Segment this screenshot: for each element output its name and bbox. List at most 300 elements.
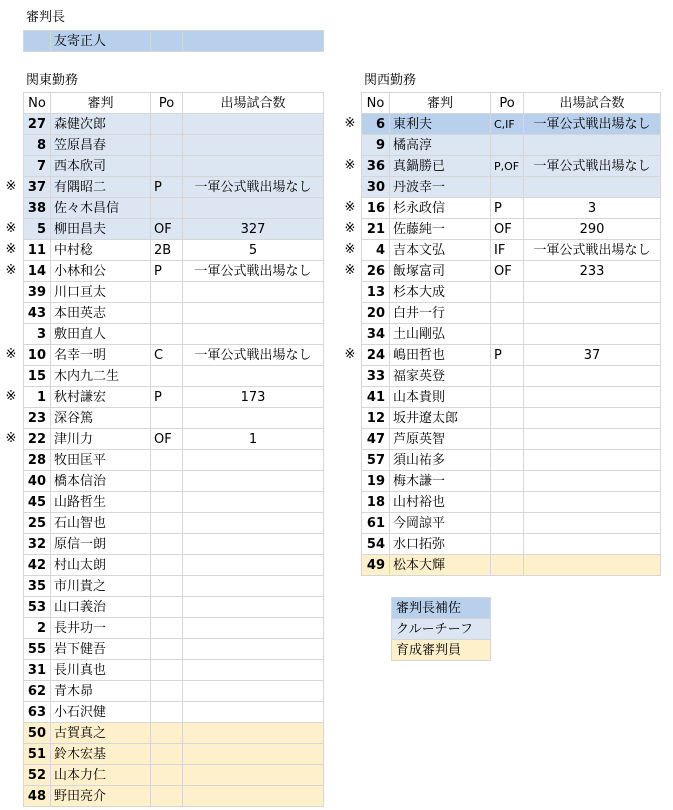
games-count: 5 bbox=[183, 240, 324, 261]
umpire-name: 山路哲生 bbox=[51, 492, 151, 513]
table-row bbox=[24, 639, 324, 660]
legend-label: クルーチーフ bbox=[392, 619, 491, 640]
umpire-number: 16 bbox=[362, 198, 390, 219]
umpire-position bbox=[151, 786, 183, 807]
table-row bbox=[362, 471, 661, 492]
umpire-position bbox=[151, 618, 183, 639]
remark-mark bbox=[342, 135, 358, 155]
table-row bbox=[362, 345, 661, 366]
remark-mark bbox=[3, 597, 19, 617]
games-count bbox=[183, 450, 324, 471]
chief-name: 友寄正人 bbox=[51, 31, 151, 52]
umpire-number: 12 bbox=[362, 408, 390, 429]
umpire-position bbox=[151, 702, 183, 723]
remark-mark bbox=[342, 555, 358, 575]
remark-mark bbox=[3, 744, 19, 764]
table-row bbox=[24, 261, 324, 282]
games-count bbox=[183, 660, 324, 681]
umpire-number: 1 bbox=[24, 387, 51, 408]
umpire-name: 岩下健吾 bbox=[51, 639, 151, 660]
umpire-number: 14 bbox=[24, 261, 51, 282]
legend-label: 審判長補佐 bbox=[392, 598, 491, 619]
table-row bbox=[362, 240, 661, 261]
table-row bbox=[24, 282, 324, 303]
remark-mark bbox=[3, 198, 19, 218]
table-row bbox=[24, 198, 324, 219]
umpire-name: 鈴木宏基 bbox=[51, 744, 151, 765]
games-count bbox=[183, 555, 324, 576]
umpire-position bbox=[491, 177, 524, 198]
chief-row bbox=[24, 31, 324, 52]
umpire-name: 原信一朗 bbox=[51, 534, 151, 555]
games-count bbox=[183, 639, 324, 660]
east-header-row bbox=[24, 93, 324, 114]
remark-mark bbox=[342, 324, 358, 344]
west-table bbox=[361, 92, 661, 576]
umpire-name: 芦原英智 bbox=[390, 429, 491, 450]
remark-mark bbox=[3, 303, 19, 323]
remark-mark: ※ bbox=[344, 263, 356, 278]
games-count bbox=[524, 303, 661, 324]
umpire-name: 須山祐多 bbox=[390, 450, 491, 471]
games-count bbox=[524, 450, 661, 471]
umpire-name: 丹波幸一 bbox=[390, 177, 491, 198]
remark-mark bbox=[3, 135, 19, 155]
umpire-position bbox=[151, 471, 183, 492]
umpire-name: 山本力仁 bbox=[51, 765, 151, 786]
remark-mark bbox=[3, 786, 19, 806]
remark-mark bbox=[3, 681, 19, 701]
games-count bbox=[183, 744, 324, 765]
remark-mark bbox=[3, 156, 19, 176]
table-row bbox=[362, 114, 661, 135]
umpire-name: 真鍋勝已 bbox=[390, 156, 491, 177]
table-row bbox=[24, 240, 324, 261]
table-row bbox=[24, 513, 324, 534]
remark-mark bbox=[3, 702, 19, 722]
games-count bbox=[524, 555, 661, 576]
umpire-position: OF bbox=[491, 219, 524, 240]
umpire-position: C bbox=[151, 345, 183, 366]
umpire-number: 47 bbox=[362, 429, 390, 450]
table-row bbox=[24, 765, 324, 786]
umpire-position bbox=[151, 492, 183, 513]
games-count bbox=[183, 765, 324, 786]
table-row bbox=[24, 618, 324, 639]
remark-mark: ※ bbox=[5, 221, 17, 236]
table-row bbox=[24, 786, 324, 807]
umpire-name: 坂井遼太郎 bbox=[390, 408, 491, 429]
games-count bbox=[524, 408, 661, 429]
umpire-position bbox=[491, 513, 524, 534]
table-row bbox=[362, 513, 661, 534]
umpire-number: 37 bbox=[24, 177, 51, 198]
umpire-name: 津川力 bbox=[51, 429, 151, 450]
legend-item-assistant-chief bbox=[392, 598, 491, 619]
west-header-row bbox=[362, 93, 661, 114]
umpire-name: 石山智也 bbox=[51, 513, 151, 534]
legend-item-trainee bbox=[392, 640, 491, 661]
umpire-number: 63 bbox=[24, 702, 51, 723]
games-count bbox=[183, 534, 324, 555]
table-row bbox=[24, 324, 324, 345]
remark-mark bbox=[342, 429, 358, 449]
umpire-position bbox=[151, 198, 183, 219]
remark-mark bbox=[342, 450, 358, 470]
umpire-number: 15 bbox=[24, 366, 51, 387]
umpire-name: 牧田匡平 bbox=[51, 450, 151, 471]
remark-mark: ※ bbox=[5, 263, 17, 278]
games-count: 327 bbox=[183, 219, 324, 240]
umpire-number: 38 bbox=[24, 198, 51, 219]
games-count: 一軍公式戦出場なし bbox=[183, 345, 324, 366]
umpire-position bbox=[151, 513, 183, 534]
umpire-name: 笠原昌春 bbox=[51, 135, 151, 156]
table-row bbox=[362, 324, 661, 345]
umpire-name: 秋村謙宏 bbox=[51, 387, 151, 408]
remark-mark bbox=[3, 555, 19, 575]
games-count bbox=[524, 429, 661, 450]
table-row bbox=[24, 345, 324, 366]
umpire-name: 橋本信治 bbox=[51, 471, 151, 492]
umpire-name: 水口拓弥 bbox=[390, 534, 491, 555]
table-row bbox=[24, 681, 324, 702]
games-count bbox=[183, 471, 324, 492]
umpire-name: 山口義治 bbox=[51, 597, 151, 618]
umpire-position: P bbox=[491, 198, 524, 219]
umpire-position bbox=[151, 765, 183, 786]
umpire-number: 51 bbox=[24, 744, 51, 765]
remark-mark bbox=[3, 639, 19, 659]
umpire-number: 31 bbox=[24, 660, 51, 681]
header-po: Po bbox=[491, 93, 524, 114]
remark-mark bbox=[3, 366, 19, 386]
umpire-name: 飯塚富司 bbox=[390, 261, 491, 282]
umpire-position bbox=[151, 597, 183, 618]
games-count bbox=[183, 408, 324, 429]
umpire-name: 山村裕也 bbox=[390, 492, 491, 513]
remark-mark: ※ bbox=[5, 431, 17, 446]
umpire-name: 長川真也 bbox=[51, 660, 151, 681]
umpire-number: 8 bbox=[24, 135, 51, 156]
umpire-name: 中村稔 bbox=[51, 240, 151, 261]
umpire-name: 村山太朗 bbox=[51, 555, 151, 576]
remark-mark bbox=[342, 303, 358, 323]
umpire-position bbox=[491, 492, 524, 513]
umpire-position bbox=[151, 660, 183, 681]
umpire-position bbox=[491, 282, 524, 303]
umpire-position bbox=[151, 534, 183, 555]
umpire-number: 20 bbox=[362, 303, 390, 324]
umpire-position bbox=[491, 303, 524, 324]
umpire-position bbox=[491, 555, 524, 576]
umpire-position bbox=[151, 114, 183, 135]
chief-title: 審判長 bbox=[26, 10, 66, 25]
games-count: 3 bbox=[524, 198, 661, 219]
umpire-position bbox=[491, 324, 524, 345]
legend bbox=[391, 597, 491, 661]
umpire-number: 50 bbox=[24, 723, 51, 744]
umpire-position: C,IF bbox=[491, 114, 524, 135]
remark-mark bbox=[3, 660, 19, 680]
remark-mark bbox=[342, 534, 358, 554]
remark-mark: ※ bbox=[344, 242, 356, 257]
umpire-position bbox=[151, 723, 183, 744]
umpire-name: 青木昴 bbox=[51, 681, 151, 702]
umpire-name: 今岡諒平 bbox=[390, 513, 491, 534]
umpire-name: 佐々木昌信 bbox=[51, 198, 151, 219]
remark-mark bbox=[3, 576, 19, 596]
games-count bbox=[183, 366, 324, 387]
umpire-name: 古賀真之 bbox=[51, 723, 151, 744]
umpire-number: 53 bbox=[24, 597, 51, 618]
table-row bbox=[362, 177, 661, 198]
umpire-position bbox=[151, 639, 183, 660]
header-no: No bbox=[24, 93, 51, 114]
games-count: 173 bbox=[183, 387, 324, 408]
games-count: 一軍公式戦出場なし bbox=[183, 177, 324, 198]
games-count bbox=[183, 723, 324, 744]
umpire-number: 62 bbox=[24, 681, 51, 702]
umpire-name: 名幸一明 bbox=[51, 345, 151, 366]
umpire-position bbox=[151, 576, 183, 597]
remark-mark bbox=[3, 324, 19, 344]
chief-table bbox=[23, 30, 324, 52]
umpire-name: 白井一行 bbox=[390, 303, 491, 324]
table-row bbox=[24, 492, 324, 513]
umpire-number: 32 bbox=[24, 534, 51, 555]
table-row bbox=[362, 555, 661, 576]
games-count: 一軍公式戦出場なし bbox=[524, 240, 661, 261]
games-count bbox=[183, 513, 324, 534]
remark-mark bbox=[342, 387, 358, 407]
table-row bbox=[24, 387, 324, 408]
umpire-number: 26 bbox=[362, 261, 390, 282]
umpire-position: P bbox=[151, 387, 183, 408]
remark-mark bbox=[3, 114, 19, 134]
umpire-name: 佐藤純一 bbox=[390, 219, 491, 240]
remark-mark bbox=[3, 513, 19, 533]
table-row bbox=[362, 219, 661, 240]
umpire-number: 19 bbox=[362, 471, 390, 492]
games-count bbox=[183, 492, 324, 513]
table-row bbox=[24, 303, 324, 324]
table-row bbox=[24, 576, 324, 597]
table-row bbox=[362, 450, 661, 471]
umpire-number: 25 bbox=[24, 513, 51, 534]
umpire-name: 東利夫 bbox=[390, 114, 491, 135]
remark-mark: ※ bbox=[344, 158, 356, 173]
umpire-name: 深谷篤 bbox=[51, 408, 151, 429]
games-count: 290 bbox=[524, 219, 661, 240]
umpire-number: 45 bbox=[24, 492, 51, 513]
games-count bbox=[524, 387, 661, 408]
legend-item-crew-chief bbox=[392, 619, 491, 640]
games-count bbox=[183, 135, 324, 156]
umpire-number: 27 bbox=[24, 114, 51, 135]
umpire-number: 7 bbox=[24, 156, 51, 177]
umpire-position: OF bbox=[491, 261, 524, 282]
table-row bbox=[24, 114, 324, 135]
umpire-position: P,OF bbox=[491, 156, 524, 177]
umpire-number: 30 bbox=[362, 177, 390, 198]
table-row bbox=[362, 303, 661, 324]
umpire-name: 杉本大成 bbox=[390, 282, 491, 303]
games-count bbox=[524, 135, 661, 156]
table-row bbox=[362, 492, 661, 513]
umpire-name: 西本欣司 bbox=[51, 156, 151, 177]
games-count bbox=[524, 534, 661, 555]
umpire-position bbox=[491, 387, 524, 408]
table-row bbox=[24, 702, 324, 723]
umpire-name: 森健次郎 bbox=[51, 114, 151, 135]
remark-mark bbox=[3, 492, 19, 512]
table-row bbox=[24, 429, 324, 450]
umpire-number: 28 bbox=[24, 450, 51, 471]
games-count: 1 bbox=[183, 429, 324, 450]
umpire-position bbox=[491, 534, 524, 555]
umpire-name: 小林和公 bbox=[51, 261, 151, 282]
remark-mark bbox=[3, 765, 19, 785]
table-row bbox=[24, 660, 324, 681]
remark-mark bbox=[3, 282, 19, 302]
umpire-number: 9 bbox=[362, 135, 390, 156]
remark-mark: ※ bbox=[344, 200, 356, 215]
table-row bbox=[24, 555, 324, 576]
umpire-number: 22 bbox=[24, 429, 51, 450]
umpire-number: 61 bbox=[362, 513, 390, 534]
header-no: No bbox=[362, 93, 390, 114]
table-row bbox=[362, 387, 661, 408]
umpire-position bbox=[151, 156, 183, 177]
table-row bbox=[362, 198, 661, 219]
games-count: 37 bbox=[524, 345, 661, 366]
remark-mark bbox=[342, 492, 358, 512]
umpire-number: 55 bbox=[24, 639, 51, 660]
umpire-position bbox=[151, 555, 183, 576]
table-row bbox=[362, 261, 661, 282]
games-count: 一軍公式戦出場なし bbox=[524, 114, 661, 135]
umpire-position bbox=[491, 450, 524, 471]
games-count: 233 bbox=[524, 261, 661, 282]
remark-mark bbox=[3, 534, 19, 554]
games-count bbox=[524, 471, 661, 492]
table-row bbox=[362, 135, 661, 156]
umpire-name: 川口亘太 bbox=[51, 282, 151, 303]
umpire-position bbox=[151, 303, 183, 324]
table-row bbox=[24, 135, 324, 156]
umpire-number: 3 bbox=[24, 324, 51, 345]
umpire-number: 41 bbox=[362, 387, 390, 408]
umpire-number: 5 bbox=[24, 219, 51, 240]
umpire-position: P bbox=[151, 261, 183, 282]
remark-mark bbox=[342, 177, 358, 197]
table-row bbox=[24, 534, 324, 555]
games-count bbox=[183, 681, 324, 702]
umpire-name: 杉永政信 bbox=[390, 198, 491, 219]
legend-label: 育成審判員 bbox=[392, 640, 491, 661]
table-row bbox=[24, 366, 324, 387]
table-row bbox=[24, 744, 324, 765]
umpire-position bbox=[491, 366, 524, 387]
umpire-name: 本田英志 bbox=[51, 303, 151, 324]
remark-mark bbox=[342, 471, 358, 491]
umpire-name: 吉本文弘 bbox=[390, 240, 491, 261]
games-count bbox=[183, 702, 324, 723]
remark-mark bbox=[3, 618, 19, 638]
umpire-number: 34 bbox=[362, 324, 390, 345]
umpire-position bbox=[151, 450, 183, 471]
umpire-number: 23 bbox=[24, 408, 51, 429]
games-count bbox=[183, 324, 324, 345]
games-count bbox=[183, 114, 324, 135]
umpire-name: 野田亮介 bbox=[51, 786, 151, 807]
umpire-name: 嶋田哲也 bbox=[390, 345, 491, 366]
remark-mark bbox=[342, 408, 358, 428]
umpire-name: 敷田直人 bbox=[51, 324, 151, 345]
games-count bbox=[183, 618, 324, 639]
remark-mark bbox=[3, 723, 19, 743]
umpire-number: 13 bbox=[362, 282, 390, 303]
table-row bbox=[24, 408, 324, 429]
umpire-name: 長井功一 bbox=[51, 618, 151, 639]
games-count: 一軍公式戦出場なし bbox=[524, 156, 661, 177]
umpire-position bbox=[151, 366, 183, 387]
table-row bbox=[362, 156, 661, 177]
umpire-number: 11 bbox=[24, 240, 51, 261]
umpire-number: 2 bbox=[24, 618, 51, 639]
table-row bbox=[362, 429, 661, 450]
umpire-number: 57 bbox=[362, 450, 390, 471]
games-count bbox=[183, 282, 324, 303]
table-row bbox=[24, 156, 324, 177]
games-count bbox=[524, 282, 661, 303]
umpire-number: 6 bbox=[362, 114, 390, 135]
umpire-position bbox=[151, 681, 183, 702]
umpire-position bbox=[491, 408, 524, 429]
remark-mark bbox=[342, 282, 358, 302]
umpire-position bbox=[151, 324, 183, 345]
games-count bbox=[524, 366, 661, 387]
umpire-name: 橘高淳 bbox=[390, 135, 491, 156]
games-count bbox=[183, 597, 324, 618]
umpire-number: 48 bbox=[24, 786, 51, 807]
umpire-number: 35 bbox=[24, 576, 51, 597]
east-table bbox=[23, 92, 324, 807]
umpire-name: 松本大輝 bbox=[390, 555, 491, 576]
east-title: 関東勤務 bbox=[26, 73, 79, 88]
header-po: Po bbox=[151, 93, 183, 114]
umpire-name: 有隅昭二 bbox=[51, 177, 151, 198]
umpire-number: 36 bbox=[362, 156, 390, 177]
table-row bbox=[24, 177, 324, 198]
table-row bbox=[24, 597, 324, 618]
umpire-position bbox=[151, 282, 183, 303]
table-row bbox=[362, 534, 661, 555]
table-row bbox=[24, 471, 324, 492]
games-count bbox=[524, 513, 661, 534]
umpire-name: 木内九二生 bbox=[51, 366, 151, 387]
table-row bbox=[24, 219, 324, 240]
remark-mark: ※ bbox=[5, 242, 17, 257]
umpire-position bbox=[151, 135, 183, 156]
games-count bbox=[183, 198, 324, 219]
west-title: 関西勤務 bbox=[364, 73, 417, 88]
umpire-number: 39 bbox=[24, 282, 51, 303]
remark-mark bbox=[342, 513, 358, 533]
umpire-number: 42 bbox=[24, 555, 51, 576]
remark-mark: ※ bbox=[344, 116, 356, 131]
